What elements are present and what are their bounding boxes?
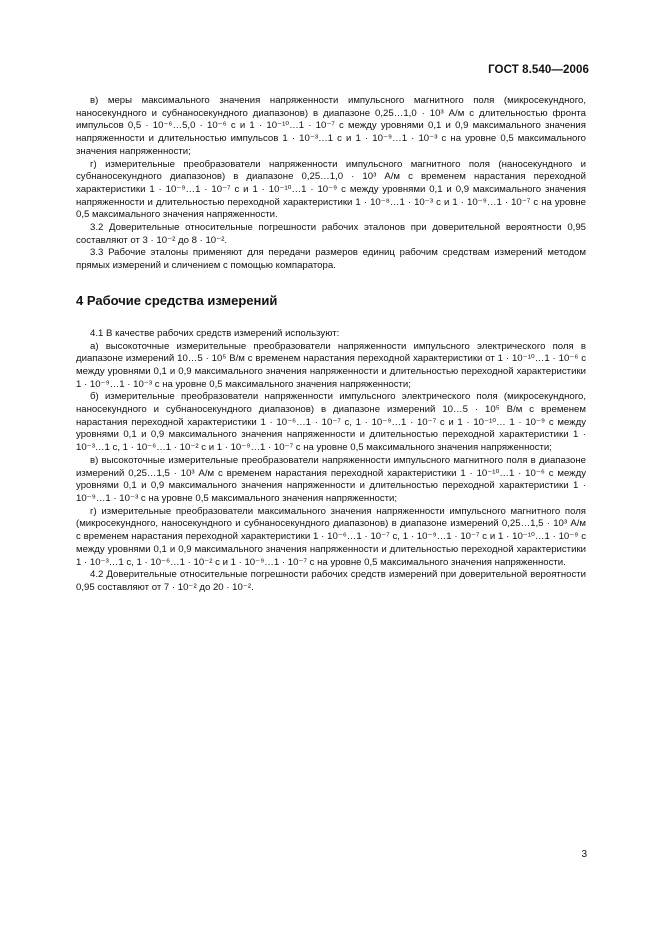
item-3-v: в) меры максимального значения напряженности импульсного магнитного поля (микросекундного, наносекундного и субнаносекундного диапазонов) в диапазоне 0,25…1,0 · 10³ А/м с длительностью фронта импульсов 0,5 · 10⁻⁶…5,0 · 10⁻⁶ с и 1 · 10⁻¹⁰…1 · 10⁻⁷ с между уровнями 0,1 и 0,9 максимального значения напряженности и длительностью импульсов 1 · 10⁻³…1 с и 1 · 10⁻⁹…1 · 10⁻³ с на уровне 0,5 максимального значения напряженности;: [76, 95, 586, 157]
item-4-a: а) высокоточные измерительные преобразователи напряженности импульсного электрического поля в диапазоне измерений 10…5 · 10⁵ В/м с временем нарастания переходной характеристики от 1 · 10⁻¹⁰…1 · 10⁻⁶ с между уровнями 0,1 и 0,9 максимального значения напряженности и длительностью переходной характеристики 1 · 10⁻⁹…1 · 10⁻³ с на уровне 0,5 максимального значения напряженности;: [76, 340, 586, 390]
document-code: ГОСТ 8.540—2006: [488, 64, 589, 76]
item-4-v: в) высокоточные измерительные преобразователи напряженности импульсного магнитного поля в диапазоне измерений 0,25…1,5 · 10³ А/м с временем нарастания переходной характеристики 1 · 10⁻¹⁰…1 · 10⁻⁶ с между уровнями 0,1 и 0,9 максимального значения напряженности и длительностью переходной характеристики 1 · 10⁻⁹…1 · 10⁻³ с на уровне 0,5 максимального значения напряженности;: [76, 454, 586, 504]
item-3-g: г) измерительные преобразователи напряженности импульсного магнитного поля (наносекундного и субнаносекундного диапазонов) в диапазоне 0,25…1,0 · 10³ А/м с временем нарастания переходной характеристики 1 · 10⁻⁹…1 · 10⁻⁷ с и 1 · 10⁻¹⁰…1 · 10⁻⁹ с между уровнями 0,1 и 0,9 максимального значения напряженности и длительностью переходной характеристики 1 · 10⁻⁸…1 · 10⁻³ с и 1 · 10⁻⁹…1 · 10⁻⁷ с на уровне 0,5 максимального значения напряженности.: [76, 158, 586, 221]
section-4-heading: 4 Рабочие средства измерений: [76, 292, 278, 308]
item-4-b: б) измерительные преобразователи напряженности импульсного электрического поля (микросекундного, наносекундного и субнаносекундного диапазонов) в диапазоне измерений 10…5 · 10⁵ В/м с временем нарастания переходной характеристики 1 · 10⁻⁶…1 · 10⁻⁷ с, 1 · 10⁻⁹…1 · 10⁻⁷ с и 1 · 10⁻¹⁰… 1 · 10⁻⁹ с между уровнями 0,1 и 0,9 максимального значения напряженности и длительностью переходной характеристики 1 · 10⁻³…1 с, 1 · 10⁻⁶…1 · 10⁻² с и 1 · 10⁻⁹…1 · 10⁻⁷ с на уровне 0,5 максимального значения напряженности;: [76, 391, 586, 454]
clause-4-2: 4.2 Доверительные относительные погрешности рабочих средств измерений при доверительной вероятности 0,95 составляют от 7 · 10⁻² до 20 · 10⁻².: [76, 569, 586, 593]
clause-3-3: 3.3 Рабочие эталоны применяют для передачи размеров единиц рабочим средствам измерений методом прямых измерений и сличением с помощью компаратора.: [76, 247, 586, 272]
page-number: 3: [581, 849, 587, 860]
clause-4-1: 4.1 В качестве рабочих средств измерений используют:: [90, 327, 340, 339]
page-body: [76, 95, 586, 595]
clause-3-2: 3.2 Доверительные относительные погрешности рабочих эталонов при доверительной вероятности 0,95 составляют от 3 · 10⁻² до 8 · 10⁻².: [76, 222, 586, 246]
item-4-g: г) измерительные преобразователи максимального значения напряженности импульсного магнитного поля (микросекундного, наносекундного и субнаносекундного диапазонов) в диапазоне измерений 0,25…1,5 · 10³ А/м с временем нарастания переходной характеристики 1 · 10⁻⁶…1 · 10⁻⁷ с, 1 · 10⁻⁹…1 · 10⁻⁷ с и 1 · 10⁻¹⁰…1 · 10⁻⁹ с между уровнями 0,1 и 0,9 максимального значения напряженности и длительностью переходной характеристики 1 · 10⁻³…1 с, 1 · 10⁻⁶…1 · 10⁻² с и 1 · 10⁻⁹…1 · 10⁻⁷ с на уровне 0,5 максимального значения напряженности.: [76, 505, 586, 568]
